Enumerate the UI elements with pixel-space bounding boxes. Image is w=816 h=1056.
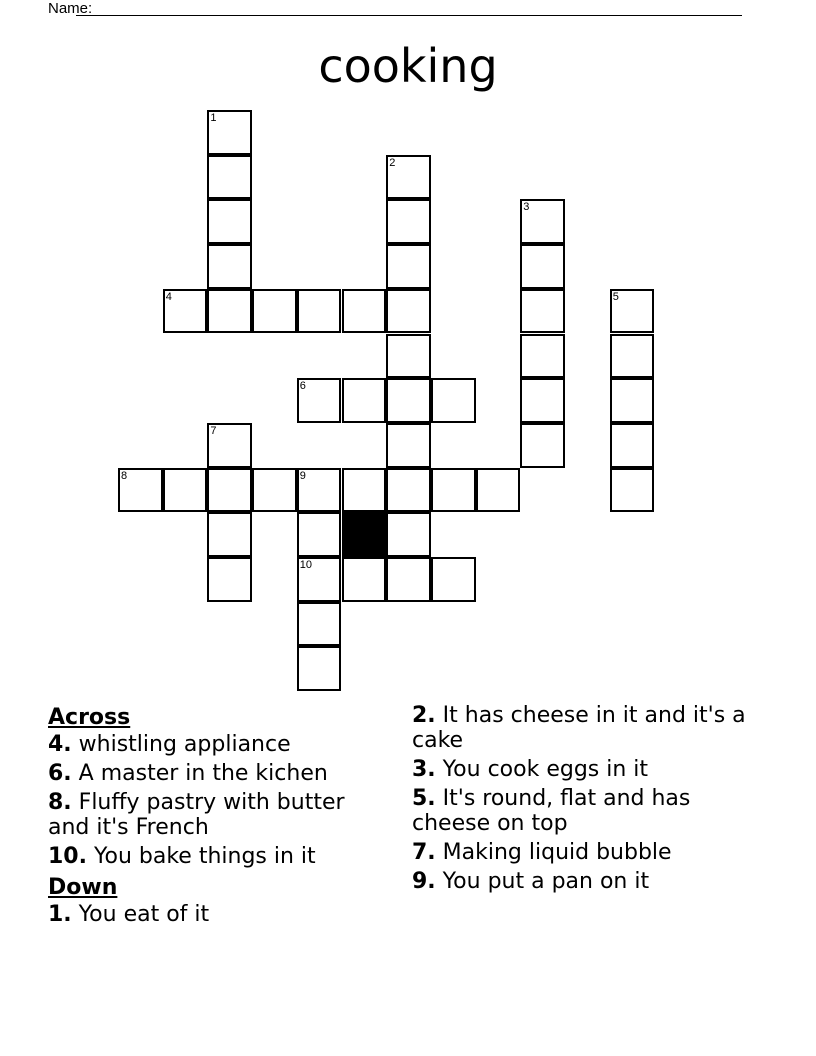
clue-number: 1. [48,902,72,927]
grid-cell[interactable] [386,423,431,468]
grid-cell[interactable] [342,289,387,334]
name-field-line[interactable] [76,15,742,16]
page-title: cooking [318,39,498,93]
grid-cell[interactable] [386,378,431,423]
clue-number: 10. [48,844,87,869]
grid-cell[interactable] [610,289,655,334]
across-header: Across [48,705,131,730]
grid-cell[interactable] [207,512,252,557]
grid-cell[interactable] [207,557,252,602]
cell-number: 2 [389,156,396,169]
grid-cell[interactable] [431,468,476,513]
grid-cell[interactable] [520,378,565,423]
clue-item [48,761,378,786]
grid-cell[interactable] [520,423,565,468]
grid-cell[interactable] [342,378,387,423]
clue-item [412,840,752,865]
grid-cell[interactable] [207,110,252,155]
clue-item [412,703,752,753]
grid-cell[interactable] [297,557,342,602]
cell-number: 8 [121,469,128,482]
cell-number: 1 [210,112,217,124]
down-clue-list [48,902,378,927]
grid-cell[interactable] [386,289,431,334]
grid-cell[interactable] [297,602,342,647]
grid-cell[interactable] [207,199,252,244]
clue-text: You bake things in it [86,844,316,869]
grid-cell[interactable] [118,468,163,513]
down-header: Down [48,875,118,900]
grid-cell[interactable] [252,289,297,334]
clue-number: 8. [48,790,72,815]
grid-cell[interactable] [520,199,565,244]
clue-number: 3. [412,757,436,782]
grid-cell[interactable] [386,557,431,602]
grid-cell[interactable] [386,468,431,513]
clue-item [48,902,378,927]
grid-cell[interactable] [342,468,387,513]
across-clue-list [48,732,378,869]
clue-item [412,869,752,894]
grid-cell[interactable] [386,199,431,244]
clue-number: 4. [48,732,72,757]
cell-number: 6 [299,380,306,393]
grid-cell[interactable] [297,512,342,557]
clues-left-column [48,703,378,931]
clue-item [48,844,378,869]
clue-text: It has cheese in it and it's a cake [412,703,746,753]
clue-text: It's round, flat and has cheese on top [412,786,691,836]
grid-cell[interactable] [431,557,476,602]
clue-number: 2. [412,703,436,728]
grid-cell[interactable] [207,244,252,289]
name-label: Name: [48,0,93,17]
grid-cell[interactable] [610,378,655,423]
cell-number: 7 [210,424,217,437]
grid-cell[interactable] [610,468,655,513]
grid-cell[interactable] [476,468,521,513]
clue-text: Fluffy pastry with butter and it's French [48,790,345,840]
cell-number: 3 [523,201,530,214]
grid-cell[interactable] [297,378,342,423]
grid-cell[interactable] [252,468,297,513]
clue-text: You eat of it [71,902,210,927]
cell-number: 9 [299,469,306,482]
cell-number: 5 [612,290,619,303]
grid-cell[interactable] [520,289,565,334]
clue-number: 9. [412,869,436,894]
grid-cell[interactable] [386,334,431,379]
clue-text: You put a pan on it [435,869,650,894]
grid-cell[interactable] [386,155,431,200]
clue-text: whistling appliance [71,732,291,757]
down-clue-list-continued [412,703,752,894]
clues-right-column [412,703,752,898]
grid-cell[interactable] [297,646,342,691]
clue-number: 5. [412,786,436,811]
clue-number: 6. [48,761,72,786]
grid-cell[interactable] [431,378,476,423]
clue-item [48,732,378,757]
grid-cell[interactable] [207,289,252,334]
clue-text: A master in the kichen [71,761,328,786]
grid-cell[interactable] [520,334,565,379]
grid-cell[interactable] [386,244,431,289]
clue-number: 7. [412,840,436,865]
clue-item [48,790,378,840]
clue-text: You cook eggs in it [435,757,649,782]
grid-cell[interactable] [297,289,342,334]
grid-cell[interactable] [207,155,252,200]
cell-number: 4 [165,290,172,303]
black-cell [342,512,387,557]
grid-cell[interactable] [297,468,342,513]
grid-cell[interactable] [163,468,208,513]
grid-cell[interactable] [520,244,565,289]
grid-cell[interactable] [163,289,208,334]
grid-cell[interactable] [610,334,655,379]
cell-number: 10 [299,559,313,571]
grid-cell[interactable] [610,423,655,468]
clue-text: Making liquid bubble [435,840,672,865]
clue-item [412,757,752,782]
grid-cell[interactable] [207,468,252,513]
clue-item [412,786,752,836]
grid-cell[interactable] [386,512,431,557]
grid-cell[interactable] [207,423,252,468]
grid-cell[interactable] [342,557,387,602]
